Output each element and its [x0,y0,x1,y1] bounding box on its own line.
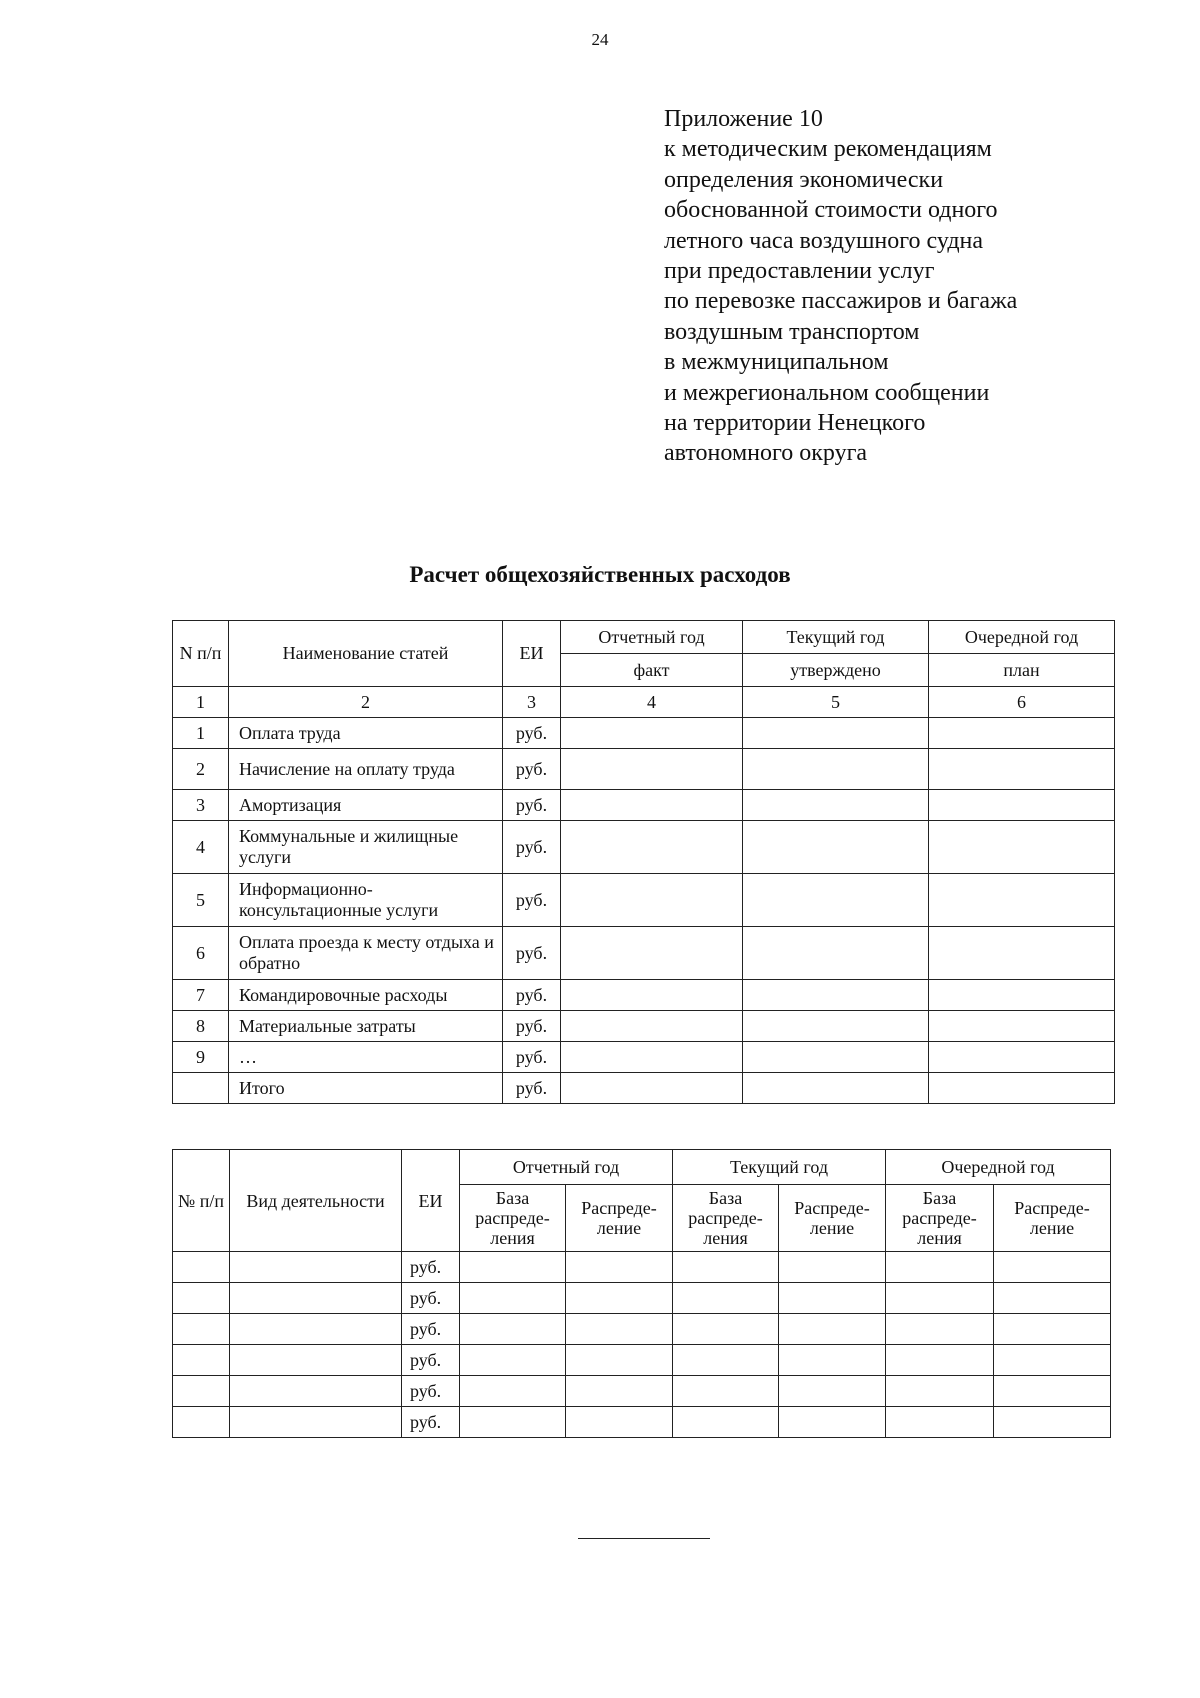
row-num: 8 [173,1011,229,1042]
appendix-line: на территории Ненецкого [664,410,926,437]
footer-rule [578,1538,710,1539]
plan-cell [929,980,1115,1011]
column-number: 3 [503,687,561,718]
table-row [173,1011,1115,1042]
row-name: Оплата труда [229,718,503,749]
header-num: № п/п [173,1150,230,1252]
appendix-note [664,104,1017,469]
table-row [173,749,1115,790]
row-num: 4 [173,821,229,874]
table-row [173,1407,1111,1438]
approved-cell [743,1042,929,1073]
fact-cell [561,874,743,927]
column-number: 5 [743,687,929,718]
row-unit: руб. [402,1376,460,1407]
appendix-line: автономного округа [664,440,868,467]
row-unit: руб. [402,1407,460,1438]
header-distribution: Распреде-ление [566,1185,673,1252]
table-row [173,790,1115,821]
header-next-sub: план [929,654,1115,687]
header-unit: ЕИ [503,621,561,687]
appendix-line: воздушным транспортом [664,318,920,345]
row-unit: руб. [402,1314,460,1345]
table-row [173,980,1115,1011]
plan-cell [929,821,1115,874]
header-num: N п/п [173,621,229,687]
fact-cell [561,749,743,790]
plan-cell [929,790,1115,821]
row-unit: руб. [503,980,561,1011]
plan-cell [929,1073,1115,1104]
row-num: 1 [173,718,229,749]
row-num [173,1073,229,1104]
row-name: … [229,1042,503,1073]
column-number: 4 [561,687,743,718]
row-unit: руб. [503,1011,561,1042]
row-num: 5 [173,874,229,927]
row-unit: руб. [503,749,561,790]
plan-cell [929,749,1115,790]
approved-cell [743,1073,929,1104]
approved-cell [743,874,929,927]
row-name: Начисление на оплату труда [229,749,503,790]
approved-cell [743,718,929,749]
header-next-year: Очередной год [929,621,1115,654]
row-name: Оплата проезда к месту отдыха и обратно [229,927,503,980]
table-row [173,1283,1111,1314]
header-next-year: Очередной год [886,1150,1111,1185]
row-unit: руб. [503,718,561,749]
plan-cell [929,927,1115,980]
row-name: Командировочные расходы [229,980,503,1011]
row-num: 9 [173,1042,229,1073]
header-base: База распреде-ления [460,1185,566,1252]
row-unit: руб. [402,1252,460,1283]
row-num: 7 [173,980,229,1011]
appendix-line: летного часа воздушного судна [664,227,984,254]
fact-cell [561,1011,743,1042]
appendix-line: по перевозке пассажиров и багажа [664,288,1018,315]
row-unit: руб. [503,874,561,927]
header-current-year: Текущий год [673,1150,886,1185]
page-number: 24 [591,30,609,49]
approved-cell [743,927,929,980]
row-num: 3 [173,790,229,821]
table-row [173,1252,1111,1283]
table-row [173,1345,1111,1376]
row-name: Информационно-консультационные услуги [229,874,503,927]
header-distribution: Распреде-ление [994,1185,1111,1252]
approved-cell [743,980,929,1011]
column-number: 2 [229,687,503,718]
plan-cell [929,1011,1115,1042]
appendix-line: в межмуниципальном [664,349,889,376]
table-row [173,821,1115,874]
table-row [173,718,1115,749]
total-row [173,1073,1115,1104]
row-num: 6 [173,927,229,980]
header-report-year: Отчетный год [561,621,743,654]
header-distribution: Распреде-ление [779,1185,886,1252]
header-activity: Вид деятельности [230,1150,402,1252]
appendix-line: и межрегиональном сообщении [664,379,990,406]
header-unit: ЕИ [402,1150,460,1252]
header-report-year: Отчетный год [460,1150,673,1185]
fact-cell [561,790,743,821]
approved-cell [743,821,929,874]
fact-cell [561,821,743,874]
appendix-line: определения экономически [664,166,944,193]
approved-cell [743,1011,929,1042]
header-name: Наименование статей [229,621,503,687]
fact-cell [561,1042,743,1073]
appendix-line: обоснованной стоимости одного [664,197,998,224]
row-name: Амортизация [229,790,503,821]
appendix-line: Приложение 10 [664,106,823,132]
expenses-table [172,620,1115,1104]
column-number: 6 [929,687,1115,718]
row-unit: руб. [402,1283,460,1314]
appendix-line: к методическим рекомендациям [664,136,992,163]
table-row [173,1314,1111,1345]
distribution-table [172,1149,1111,1438]
fact-cell [561,1073,743,1104]
table-row [173,874,1115,927]
plan-cell [929,1042,1115,1073]
document-title: Расчет общехозяйственных расходов [409,562,791,587]
row-num: 2 [173,749,229,790]
fact-cell [561,718,743,749]
header-current-year: Текущий год [743,621,929,654]
header-current-sub: утверждено [743,654,929,687]
row-unit: руб. [503,1073,561,1104]
plan-cell [929,874,1115,927]
appendix-line: при предоставлении услуг [664,258,935,285]
fact-cell [561,980,743,1011]
row-unit: руб. [503,927,561,980]
row-unit: руб. [402,1345,460,1376]
header-report-sub: факт [561,654,743,687]
table-row [173,1376,1111,1407]
row-unit: руб. [503,1042,561,1073]
row-name: Материальные затраты [229,1011,503,1042]
header-base: База распреде-ления [673,1185,779,1252]
plan-cell [929,718,1115,749]
header-base: База распреде-ления [886,1185,994,1252]
row-unit: руб. [503,790,561,821]
approved-cell [743,790,929,821]
column-number: 1 [173,687,229,718]
row-unit: руб. [503,821,561,874]
row-name: Итого [229,1073,503,1104]
fact-cell [561,927,743,980]
table-row [173,1042,1115,1073]
table-row [173,927,1115,980]
row-name: Коммунальные и жилищные услуги [229,821,503,874]
approved-cell [743,749,929,790]
